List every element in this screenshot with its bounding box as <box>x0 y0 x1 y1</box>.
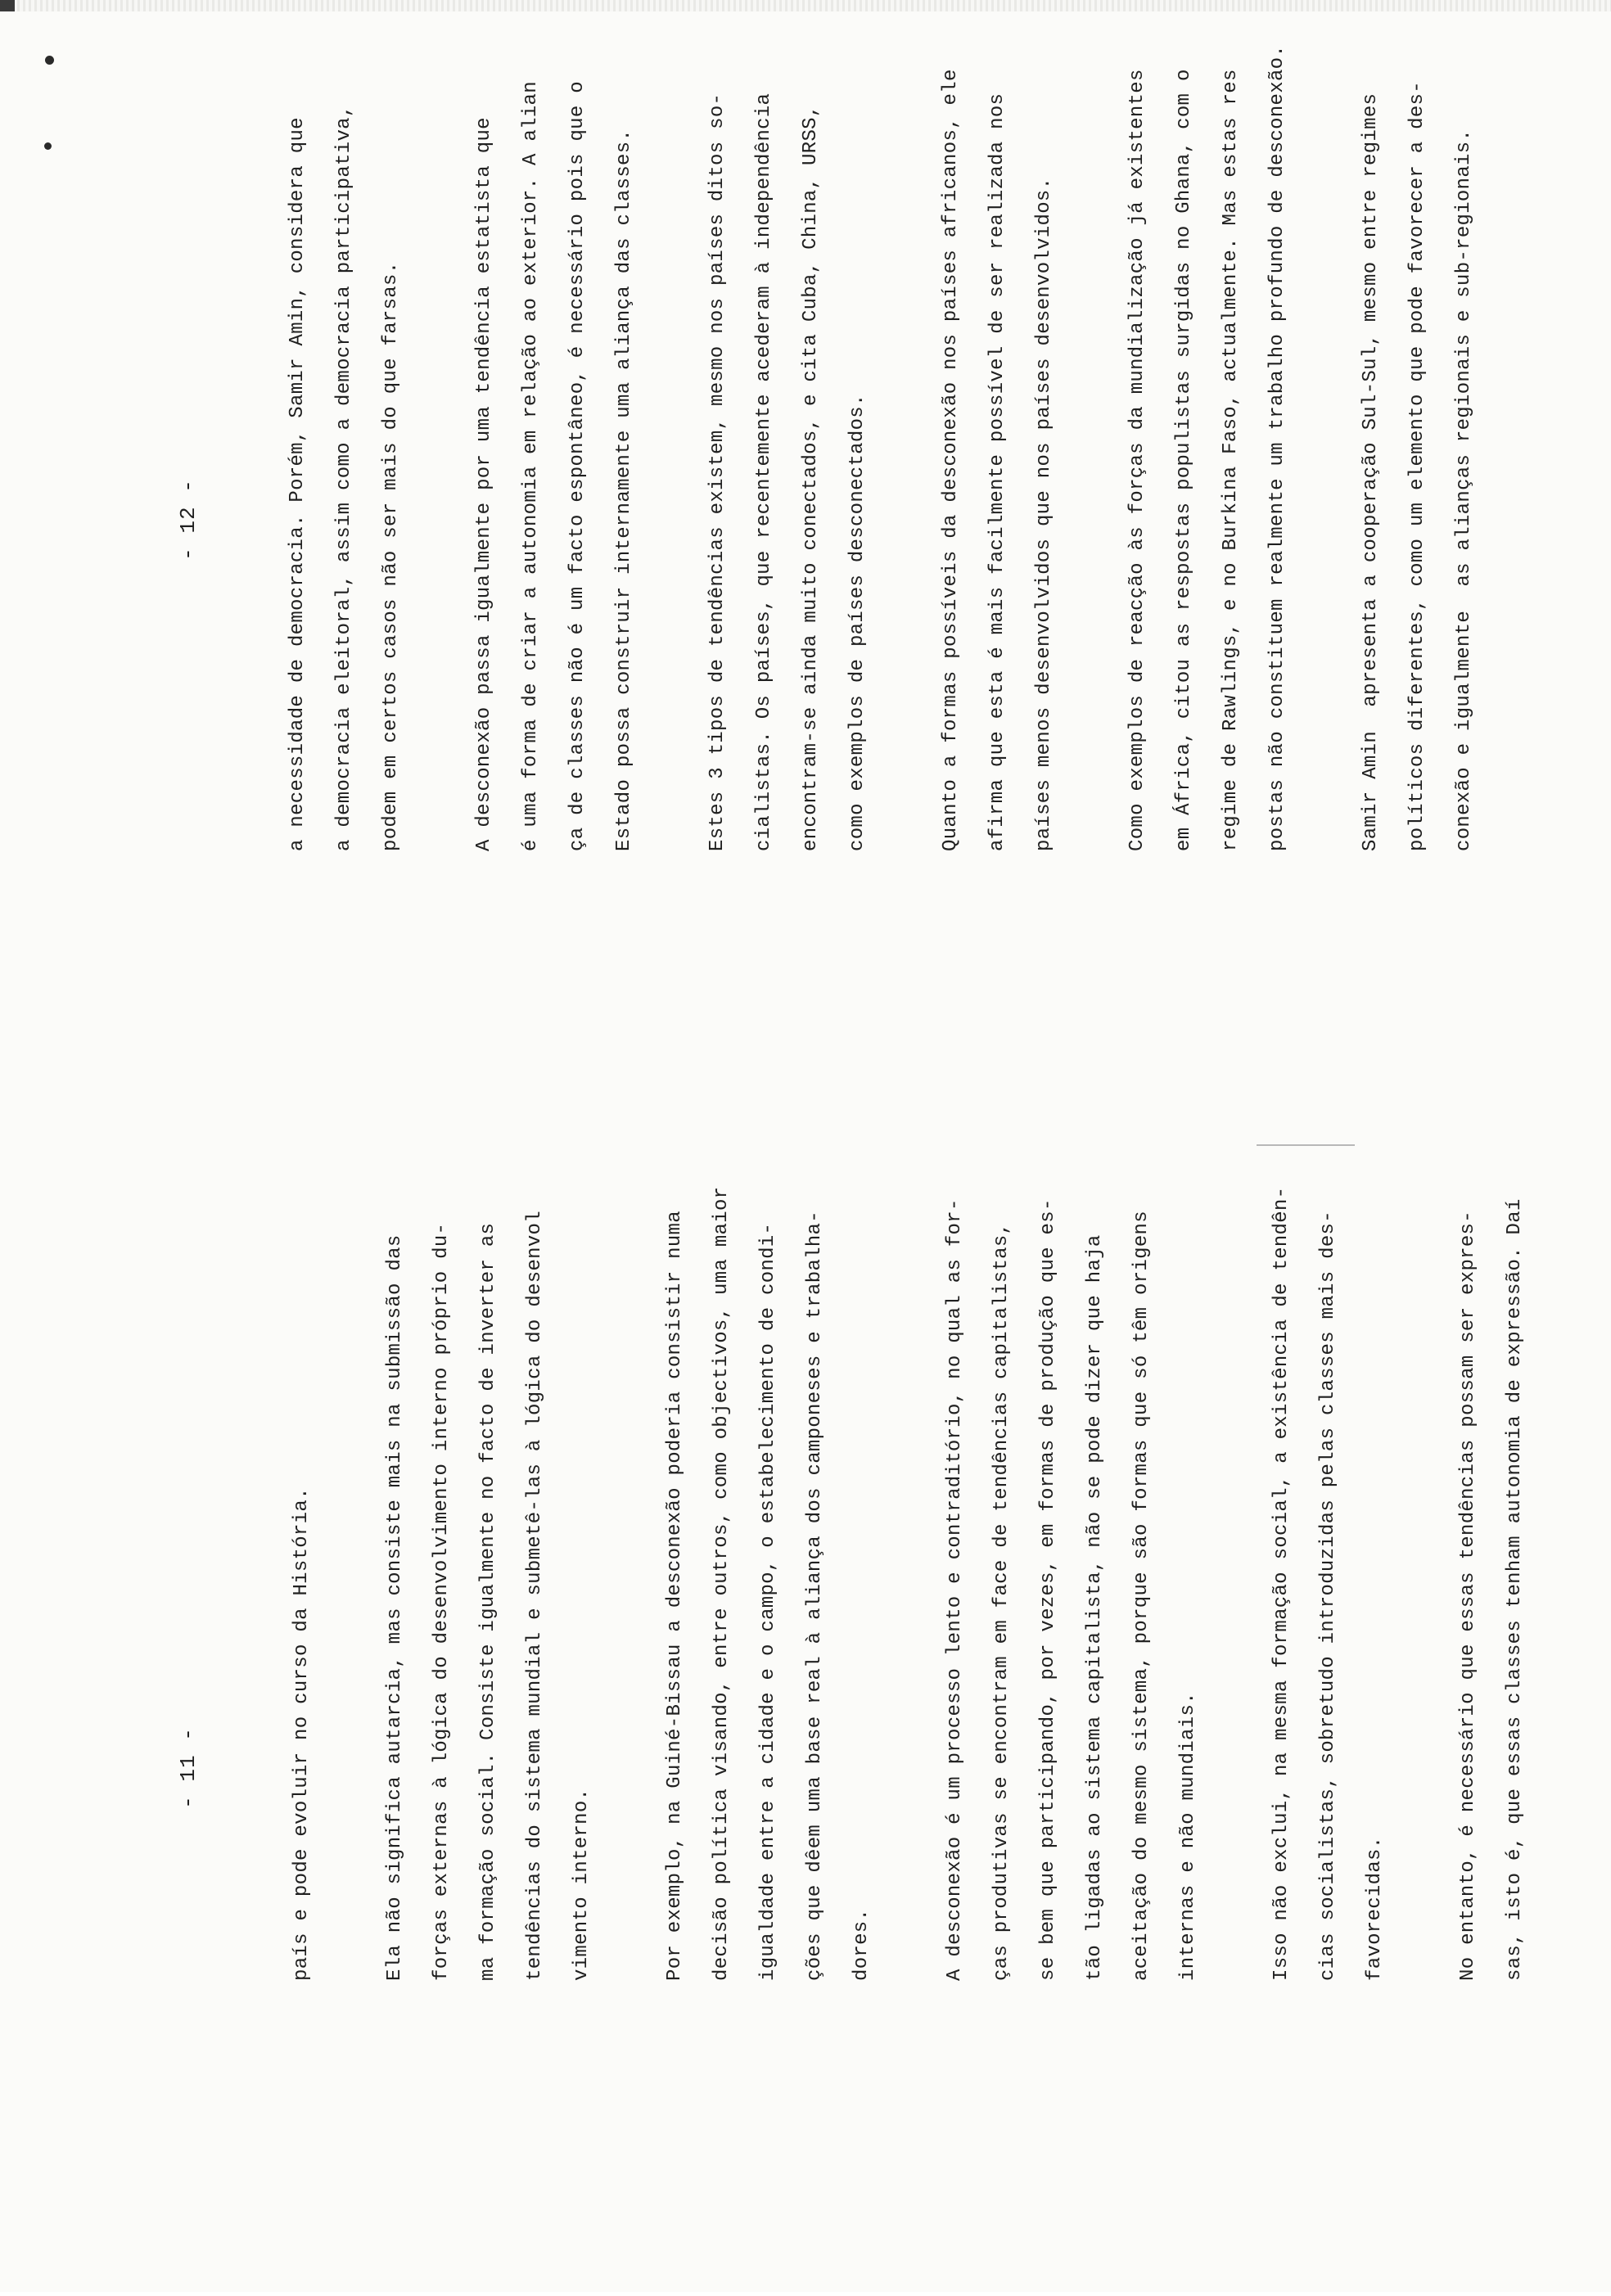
text-line: ma formação social. Consiste igualmente no facto de inverter as <box>477 1222 499 1981</box>
paragraph <box>1114 33 1301 851</box>
text-line: países menos desenvolvidos que nos países desenvolvidos. <box>1033 177 1055 851</box>
text-line: encontram-se ainda muito conectados, e cita Cuba, China, URSS, <box>800 105 822 851</box>
text-line: podem em certos casos não ser mais do que farsas. <box>380 261 402 851</box>
text-line: se bem que participando, por vezes, em formas de produção que es- <box>1037 1198 1059 1981</box>
scan-edge-strip <box>0 0 1611 11</box>
page-body <box>274 33 1534 851</box>
text-line: aceitação do mesmo sistema, porque são formas que só têm origens <box>1130 1211 1153 1981</box>
text-line: tendências do sistema mundial e submetê-las à lógica do desenvol <box>524 1211 546 1981</box>
text-line: tão ligadas ao sistema capitalista, não se pode dizer que haja <box>1084 1234 1106 1981</box>
text-line: forças externas à lógica do desenvolvimento interno próprio du- <box>431 1222 453 1981</box>
text-line: Estado possa construir internamente uma aliança das classes. <box>613 129 635 851</box>
text-line: conexão e igualmente as alianças regionais e sub-regionais. <box>1453 129 1475 851</box>
text-line: é uma forma de criar a autonomia em relação ao exterior. A alian <box>520 81 542 851</box>
page-number: - 12 - <box>176 479 201 561</box>
text-line: A desconexão passa igualmente por uma tendência estatista que <box>473 117 495 851</box>
text-line: decisão política visando, entre outros, como objectivos, uma maior <box>711 1186 733 1981</box>
paragraph <box>927 33 1067 851</box>
text-line: como exemplos de países desconectados. <box>846 394 869 851</box>
text-line: cias socialistas, sobretudo introduzidas pelas classes mais des- <box>1317 1211 1339 1981</box>
text-line: sas, isto é, que essas classes tenham autonomia de expressão. Daí <box>1504 1198 1526 1981</box>
text-line: Samir Amin apresenta a cooperação Sul-Sul, mesmo entre regimes <box>1360 92 1382 851</box>
text-line: internas e não mundiais. <box>1177 1692 1199 1981</box>
paragraph <box>1347 33 1487 851</box>
paragraph <box>694 33 881 851</box>
text-line: ças produtivas se encontram em face de tendências capitalistas, <box>991 1222 1013 1981</box>
text-line: regime de Rawlings, e no Burkina Faso, actualmente. Mas estas res <box>1220 69 1242 851</box>
text-line: em África, citou as respostas populistas surgidas no Ghana, com o <box>1173 69 1195 851</box>
text-line: dores. <box>851 1908 873 1981</box>
text-line: a democracia eleitoral, assim como a democracia participativa, <box>333 105 355 851</box>
paragraph <box>1445 1085 1538 1981</box>
text-line: No entanto, é necessário que essas tendências possam ser expres- <box>1457 1211 1479 1981</box>
text-line: Como exemplos de reacção às forças da mundialização já existentes <box>1126 69 1148 851</box>
text-line: Por exemplo, na Guiné-Bissau a desconexão poderia consistir numa <box>664 1211 686 1981</box>
text-line: postas não constituem realmente um trabalho profundo de desconexão. <box>1266 44 1288 851</box>
text-line: cialistas. Os países, que recentemente acederam à independência <box>753 92 775 851</box>
paragraph <box>274 33 414 851</box>
scan-corner-mark <box>0 0 15 11</box>
text-line: Ela não significa autarcia, mas consiste mais na submissão das <box>384 1234 406 1981</box>
page-11 <box>123 1085 1526 2140</box>
paragraph <box>1258 1085 1398 1981</box>
page-number: - 11 - <box>176 1727 201 1809</box>
text-line: país e pode evoluir no curso da História. <box>291 1487 313 1981</box>
text-line: Quanto a formas possíveis da desconexão nos países africanos, ele <box>940 69 962 851</box>
text-line: afirma que esta é mais facilmente possível de ser realizada nos <box>986 92 1009 851</box>
paragraph <box>652 1085 885 1981</box>
paragraph <box>932 1085 1212 1981</box>
text-line: políticos diferentes, como um elemento que pode favorecer a des- <box>1406 81 1428 851</box>
paragraph <box>461 33 648 851</box>
text-line: ções que dêem uma base real à aliança dos camponeses e trabalha- <box>804 1211 826 1981</box>
text-line: vimento interno. <box>571 1788 593 1981</box>
page-12 <box>123 33 1475 1007</box>
text-line: Isso não exclui, na mesma formação social, a existência de tendên- <box>1270 1186 1293 1981</box>
page-body <box>278 1085 1585 1981</box>
paragraph <box>278 1085 325 1981</box>
paragraph <box>372 1085 605 1981</box>
text-line: A desconexão é um processo lento e contraditório, no qual as for- <box>944 1198 966 1981</box>
text-line: Estes 3 tipos de tendências existem, mesmo nos países ditos so- <box>706 92 729 851</box>
text-line: igualdade entre a cidade e o campo, o estabelecimento de condi- <box>757 1222 779 1981</box>
punch-hole-mark <box>45 56 54 65</box>
text-line: ça de classes não é um facto espontâneo, é necessário pois que o <box>566 81 589 851</box>
text-line: a necessidade de democracia. Porém, Samir Amin, considera que <box>287 117 309 851</box>
punch-hole-mark <box>44 142 52 150</box>
text-line: favorecidas. <box>1364 1836 1386 1981</box>
